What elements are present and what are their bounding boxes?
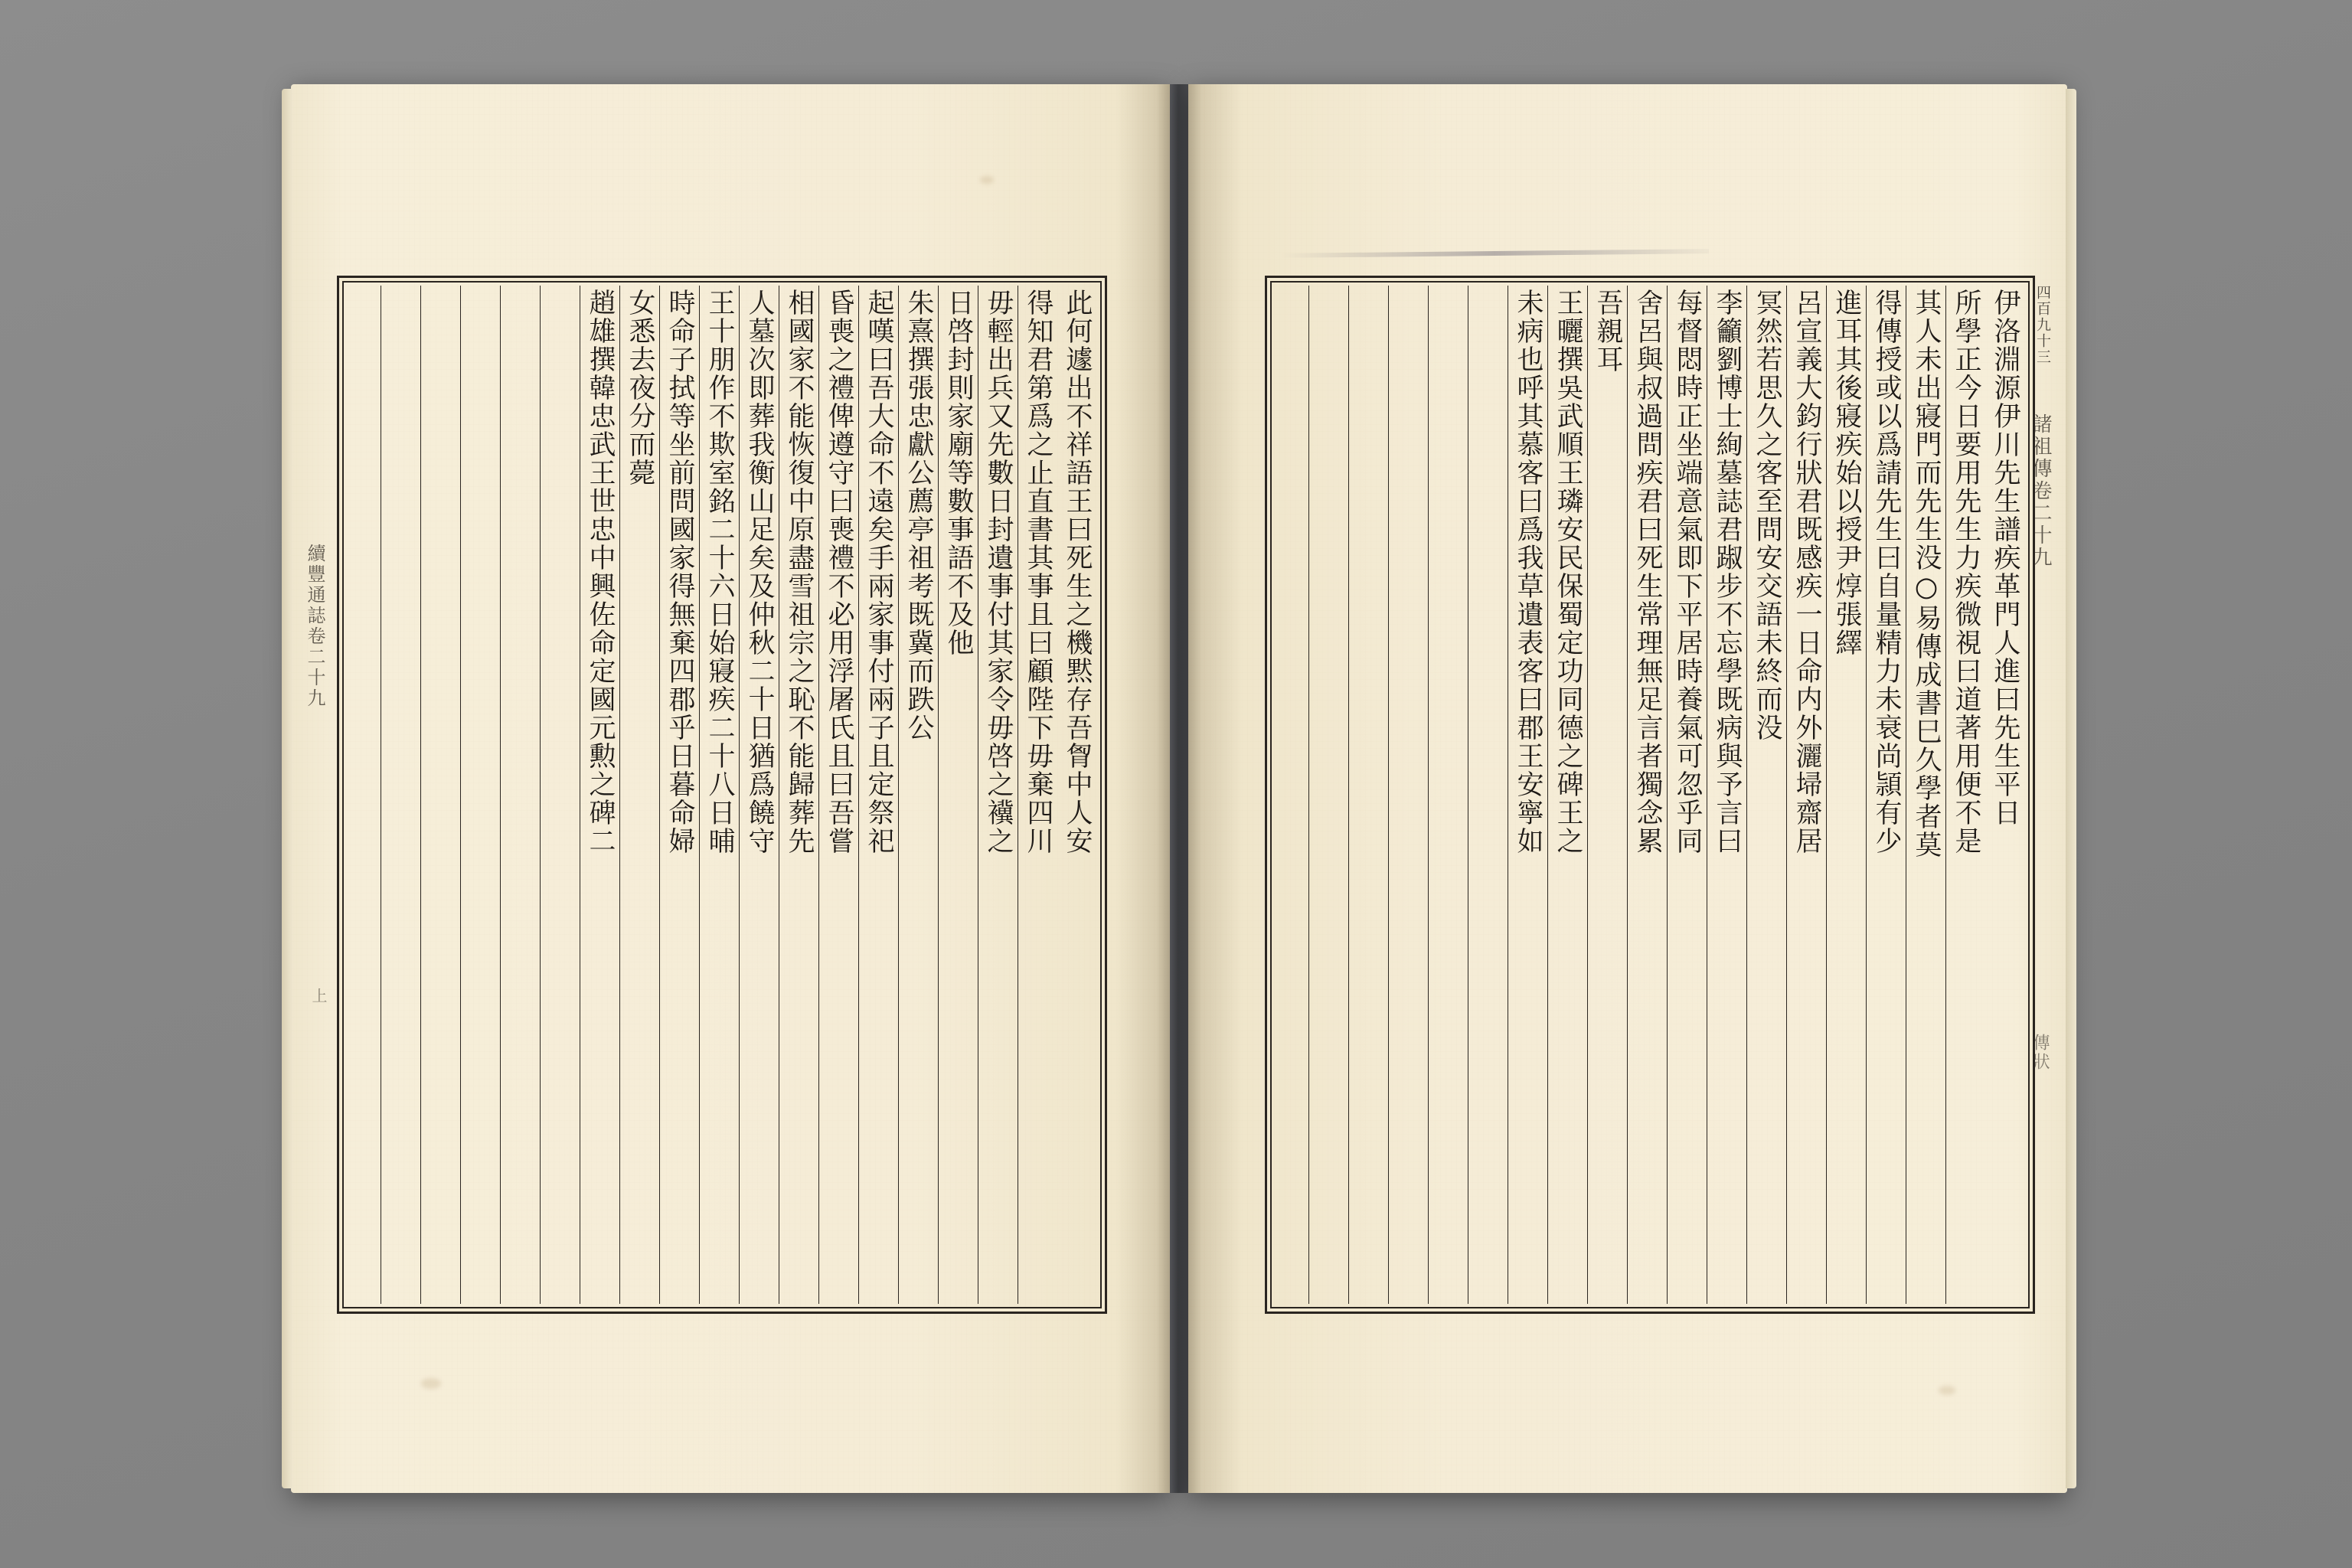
text-column-empty [540, 286, 580, 1304]
paper-blemish [421, 1378, 441, 1389]
column-text: 得傳授或以爲請先生曰自量精力未衰尚頴有少 [1871, 289, 1902, 855]
text-column [1985, 286, 2025, 1304]
text-column [779, 286, 818, 1304]
pencil-mark [1280, 249, 1709, 258]
left-page [291, 84, 1170, 1493]
text-column [619, 286, 659, 1304]
text-column [1547, 286, 1587, 1304]
column-text: 冥然若思久之客至問安交語未終而没 [1752, 289, 1782, 742]
text-column [1786, 286, 1826, 1304]
left-page-foot-label: 上 [309, 988, 328, 1003]
text-column-empty [1348, 286, 1388, 1304]
column-text: 進耳其後寢疾始以授尹焞張繹 [1831, 289, 1862, 657]
column-text: 王曬撰吳武順王璘安民保蜀定功同德之碑王之 [1553, 289, 1583, 855]
column-text: 趙雄撰韓忠武王世忠中興佐命定國元勲之碑二 [585, 289, 616, 855]
paper-blemish [1939, 1386, 1955, 1395]
left-column-group [347, 286, 1097, 1304]
text-column [898, 286, 938, 1304]
column-text: 舍呂與叔過問疾君曰死生常理無足言者獨念累 [1632, 289, 1663, 855]
folio-number: 四百九十三 [2034, 285, 2051, 365]
column-text: 起嘆曰吾大命不遠矣手兩家事付兩子且定祭祀 [864, 289, 894, 855]
column-text: 呂宣義大鈞行狀君既感疾一日命内外灑埽齋居 [1792, 289, 1822, 855]
right-page-margin-label: 諸祖傳卷二十九 [2029, 413, 2052, 569]
right-gutter-shadow [1188, 84, 1242, 1493]
right-text-frame [1265, 276, 2035, 1314]
text-column [858, 286, 898, 1304]
right-column-group [1275, 286, 2025, 1304]
column-text: 所學正今日要用先生力疾微視曰道著用便不是 [1951, 289, 1981, 855]
text-column [1018, 286, 1057, 1304]
column-text: 未病也呼其慕客曰爲我草遺表客曰郡王安寧如 [1513, 289, 1544, 855]
text-column [1057, 286, 1097, 1304]
text-column-empty [1468, 286, 1508, 1304]
column-text: 其人未出寢門而先生没○易傳成書巳久學者莫 [1911, 289, 1942, 859]
text-column-empty [420, 286, 460, 1304]
column-text: 李籲劉博士絢墓誌君踧步不忘學既病與予言曰 [1712, 289, 1743, 855]
text-column [1508, 286, 1547, 1304]
text-column [1587, 286, 1627, 1304]
text-column [1707, 286, 1746, 1304]
text-column [739, 286, 779, 1304]
open-book [291, 84, 2067, 1493]
text-column-empty [1308, 286, 1348, 1304]
column-text: 日啓封則家廟等數事語不及他 [943, 289, 974, 657]
column-text: 王十朋作不欺室銘二十六日始寢疾二十八日晡 [704, 289, 735, 855]
text-column-empty [1388, 286, 1428, 1304]
text-column [1826, 286, 1866, 1304]
column-text: 得知君第爲之止直書其事且曰顧陛下毋棄四川 [1023, 289, 1054, 855]
column-text: 毋輕出兵又先數日封遺事付其家令毋啓之䙫之 [983, 289, 1014, 855]
text-column [1667, 286, 1707, 1304]
right-page [1188, 84, 2067, 1493]
right-page-margin-label-secondary: 傳狀 [2030, 1034, 2050, 1072]
text-column [1627, 286, 1667, 1304]
column-text: 昏喪之禮俾遵守曰喪禮不必用浮屠氏且曰吾嘗 [824, 289, 854, 855]
text-column [1866, 286, 1906, 1304]
text-column-empty [500, 286, 540, 1304]
text-column-empty [460, 286, 500, 1304]
column-text: 女悉去夜分而薨 [625, 289, 655, 487]
text-column-empty [1428, 286, 1468, 1304]
text-column [1945, 286, 1985, 1304]
text-column [978, 286, 1018, 1304]
column-text: 人墓次即葬我衡山足矣及仲秋二十日猶爲饒守 [744, 289, 775, 855]
text-column [699, 286, 739, 1304]
left-text-frame [337, 276, 1107, 1314]
text-column [659, 286, 699, 1304]
paper-blemish [980, 176, 994, 184]
text-column [938, 286, 978, 1304]
text-column [1906, 286, 1945, 1304]
column-text: 此何遽出不祥語王曰死生之機黙存吾胷中人安 [1062, 289, 1093, 855]
left-fore-edge [282, 89, 292, 1488]
column-text: 每督悶時正坐端意氣即下平居時養氣可忽乎同 [1672, 289, 1703, 855]
text-column [580, 286, 619, 1304]
column-text: 相國家不能恢復中原盡雪祖宗之恥不能歸葬先 [784, 289, 815, 855]
text-column-empty [381, 286, 420, 1304]
text-column [1746, 286, 1786, 1304]
book-spine [1170, 84, 1188, 1493]
column-text: 伊洛淵源伊川先生譜疾革門人進曰先生平日 [1990, 289, 2020, 827]
column-text: 時命子拭等坐前問國家得無棄四郡乎日暮命婦 [665, 289, 695, 855]
right-fore-edge [2066, 89, 2076, 1488]
left-page-margin-label: 續豐通誌卷二十九 [304, 544, 325, 709]
column-text: 朱熹撰張忠獻公薦亭祖考既冀而跌公 [903, 289, 934, 742]
text-column [818, 286, 858, 1304]
column-text: 吾親耳 [1592, 289, 1623, 374]
left-gutter-shadow [1116, 84, 1170, 1493]
